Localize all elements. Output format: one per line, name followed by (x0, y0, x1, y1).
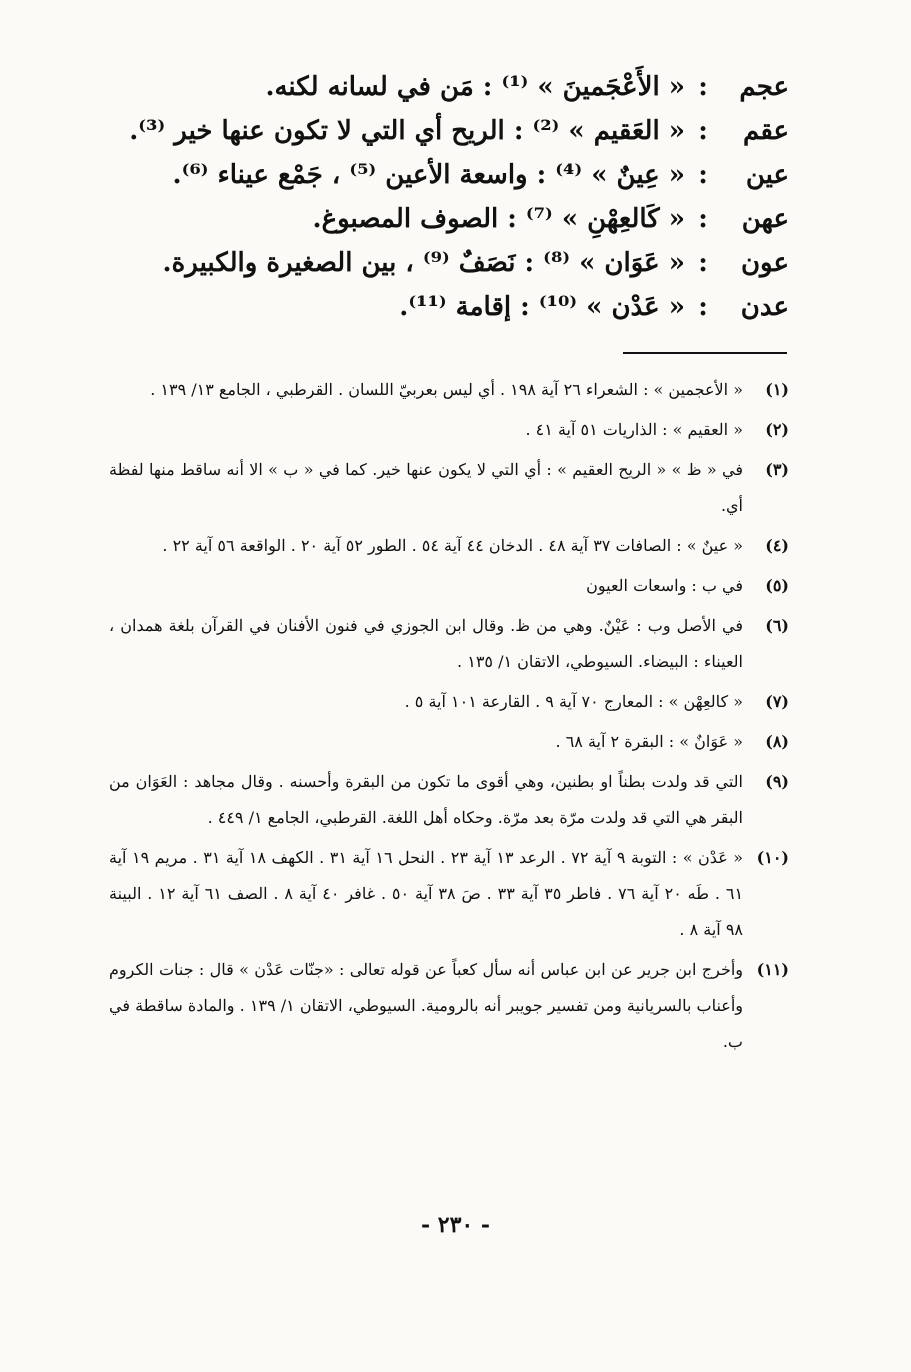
glossary-entries (89, 72, 789, 336)
footnote (109, 724, 789, 760)
entry-colon: : (698, 72, 708, 102)
entry-root: عهن (741, 204, 789, 234)
footnote-number: (٧) (765, 692, 789, 711)
glossary-entry (89, 204, 789, 248)
entry-definition: « الأَعْجَمينَ » ⁽¹⁾ : مَن في لسانه لكنه. (265, 72, 685, 102)
entry-colon: : (698, 204, 708, 234)
footnote-number: (٤) (765, 536, 789, 555)
glossary-entry (89, 292, 789, 336)
footnote-text: في الأصل وب : عَيْنٌ. وهي من ظ. وقال ابن الجوزي في فنون الأفنان في القرآن بلغة همدان ، العيناء : البيضاء. السيوطي، الاتقان ١/ ١٣٥ . (109, 616, 744, 671)
glossary-entry (89, 72, 789, 116)
entry-colon: : (698, 248, 708, 278)
entry-definition: « كَالعِهْنِ » ⁽⁷⁾ : الصوف المصبوغ. (312, 204, 685, 234)
footnote-text: « عَدْن » : التوبة ٩ آية ٧٢ . الرعد ١٣ آية ٢٣ . النحل ١٦ آية ٣١ . الكهف ١٨ آية ٣١ . مريم ١٩ آية ٦١ . طَه ٢٠ آية ٧٦ . فاطر ٣٥ آية ٣٣ . صَ ٣٨ آية ٥٠ . غافر ٤٠ آية ٨ . الصف ٦١ آية ١٢ . البينة ٩٨ آية ٨ . (109, 848, 744, 939)
footnote-text: التي قد ولدت بطناً او بطنين، وهي أقوى ما تكون من البقرة وأحسنه . وقال مجاهد : العَوَان من البقر هي التي قد ولدت مرّة بعد مرّة. وحكاه أهل اللغة. القرطبي، الجامع ١/ ٤٤٩ . (109, 772, 743, 827)
entry-root: عجم (739, 72, 789, 102)
footnote-text: « الأعجمين » : الشعراء ٢٦ آية ١٩٨ . أي ليس بعربيّ اللسان . القرطبي ، الجامع ١٣/ ١٣٩ . (150, 380, 743, 399)
footnote-text: « العقيم » : الذاريات ٥١ آية ٤١ . (525, 420, 743, 439)
footnote (109, 372, 789, 408)
footnote (109, 608, 789, 680)
footnote (109, 764, 789, 836)
glossary-entry (89, 160, 789, 204)
entry-colon: : (698, 160, 708, 190)
page-number: - ٢٣٠ - (420, 1212, 491, 1238)
footnote (109, 412, 789, 448)
footnote-text: وأخرج ابن جرير عن ابن عباس أنه سأل كعباً عن قوله تعالى : «جنّات عَدْن » قال : جنات الكروم وأعناب بالسريانية ومن تفسير جويبر أنه بالرومية. السيوطي، الاتقان ١/ ١٣٩ . والمادة ساقطة في ب. (109, 960, 744, 1051)
footnote-number: (٨) (765, 732, 789, 751)
footnotes (109, 372, 789, 1064)
footnote-number: (٦) (765, 616, 789, 635)
glossary-entry (89, 248, 789, 292)
footnote-divider (623, 352, 787, 354)
footnote-number: (١٠) (756, 848, 789, 867)
footnote (109, 840, 789, 948)
entry-root: عدن (740, 292, 789, 322)
footnote (109, 684, 789, 720)
entry-definition: « عَدْن » ⁽¹⁰⁾ : إقامة ⁽¹¹⁾. (399, 292, 685, 322)
footnote-number: (١١) (756, 960, 789, 979)
glossary-entry (89, 116, 789, 160)
entry-definition: « عِينٌ » ⁽⁴⁾ : واسعة الأعين ⁽⁵⁾ ، جَمْع عيناء ⁽⁶⁾. (172, 160, 685, 190)
footnote (109, 952, 789, 1060)
footnote-text: « عينٌ » : الصافات ٣٧ آية ٤٨ . الدخان ٤٤ آية ٥٤ . الطور ٥٢ آية ٢٠ . الواقعة ٥٦ آية ٢٢ . (162, 536, 743, 555)
footnote-text: في ب : واسعات العيون (586, 576, 743, 595)
entry-definition: « العَقيم » ⁽²⁾ : الريح أي التي لا تكون عنها خير ⁽³⁾. (129, 116, 685, 146)
entry-root: عقم (743, 116, 789, 146)
footnote-text: « عَوَانٌ » : البقرة ٢ آية ٦٨ . (555, 732, 743, 751)
footnote-number: (٣) (765, 460, 789, 479)
footnote-text: في « ظ » « الريح العقيم » : أي التي لا يكون عنها خير. كما في « ب » الا أنه ساقط منها لفظة أي. (109, 460, 743, 515)
entry-colon: : (698, 116, 708, 146)
entry-colon: : (698, 292, 708, 322)
footnote-number: (٥) (765, 576, 789, 595)
footnote (109, 452, 789, 524)
footnote-number: (٩) (765, 772, 789, 791)
footnote-number: (٢) (765, 420, 789, 439)
footnote (109, 528, 789, 564)
footnote-text: « كالعِهْن » : المعارج ٧٠ آية ٩ . القارعة ١٠١ آية ٥ . (404, 692, 743, 711)
entry-root: عين (745, 160, 789, 190)
footnote (109, 568, 789, 604)
entry-root: عون (740, 248, 789, 278)
entry-definition: « عَوَان » ⁽⁸⁾ : نَصَفٌ ⁽⁹⁾ ، بين الصغيرة والكبيرة. (162, 248, 685, 278)
footnote-number: (١) (765, 380, 789, 399)
